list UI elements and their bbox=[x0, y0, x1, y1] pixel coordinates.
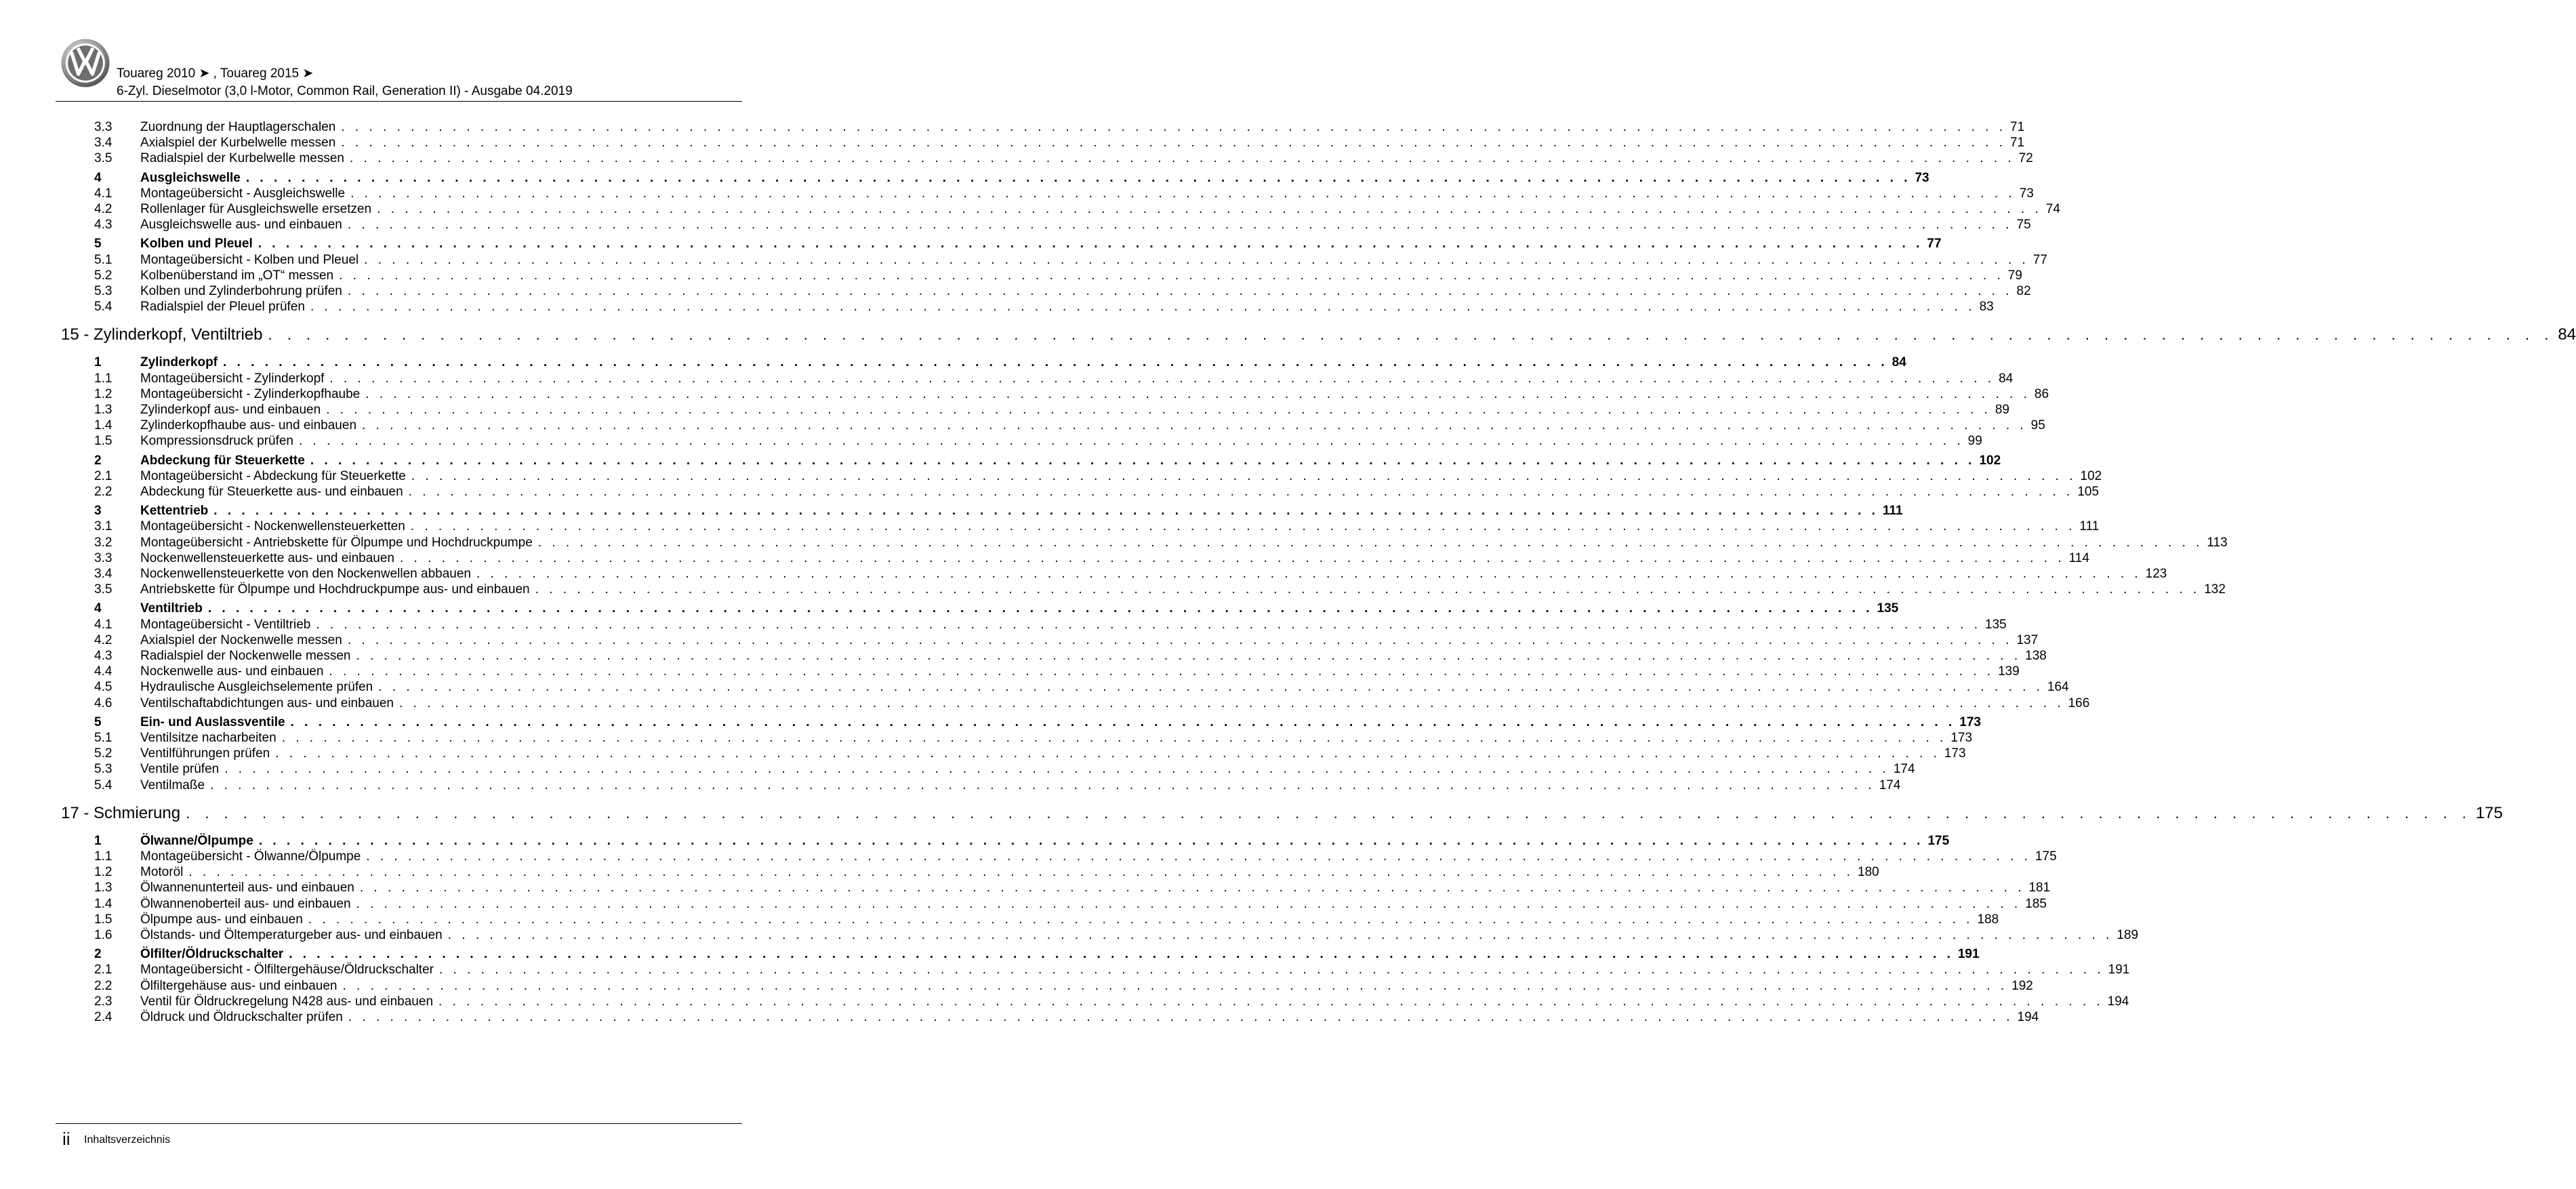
toc-entry-title: Montageübersicht - Ölfiltergehäuse/Öldruckschalter bbox=[140, 963, 439, 978]
toc-entry-title: Montageübersicht - Ölwanne/Ölpumpe bbox=[140, 849, 366, 864]
toc-entry-row[interactable] bbox=[94, 268, 2022, 283]
toc-entry-number: 1.2 bbox=[94, 386, 113, 401]
toc-entry-number: 2.4 bbox=[94, 1010, 113, 1024]
toc-entry-title: Axialspiel der Nockenwelle messen bbox=[140, 633, 348, 648]
toc-section-row[interactable] bbox=[94, 714, 1981, 730]
toc-leader-dots: . . . . . . . . . . . . . . . . . . . . . . . . . . . . . . . . . . . . . . . . . . . . . . . . . . . . . . . . . . . . . . . . . . . . . . . . . . . . . . . . . . . . . . . . . . . . . . . . . . . . . . . . . . . . . . . . . . . . . . . . bbox=[359, 881, 2025, 895]
toc-entry-title: Ventilmaße bbox=[140, 778, 210, 793]
toc-entry-page: 77 bbox=[1923, 237, 1941, 251]
toc-leader-dots: . . . . . . . . . . . . . . . . . . . . . . . . . . . . . . . . . . . . . . . . . . . . . . . . . . . . . . . . . . . . . . . . . . . . . . . . . . . . . . . . . . . . . . . . . . . . . . . . . . . . . . . . . . . . . . . . . . . . . . . . bbox=[213, 504, 1879, 519]
vw-logo-icon bbox=[60, 38, 110, 88]
toc-entry-number: 3.5 bbox=[94, 582, 113, 597]
toc-entry-number: 4.2 bbox=[94, 202, 113, 216]
toc-entry-page: 175 bbox=[1923, 834, 1949, 849]
toc-leader-dots: . . . . . . . . . . . . . . . . . . . . . . . . . . . . . . . . . . . . . . . . . . . . . . . . . . . . . . . . . . . . . . . . . . . . . . . . . . . . . . . . . . . . . . . . . . . . . . . . . . . . . . . . . . . . . . . . . . . . . . . . bbox=[408, 485, 2074, 499]
toc-entry-page: 73 bbox=[2016, 186, 2034, 201]
toc-leader-dots: . . . . . . . . . . . . . . . . . . . . . . . . . . . . . . . . . . . . . . . . . . . . . . . . . . . . . . . . . . . . . . . . . . . . . . . . . . . . . . . . . . . . . . . . . . . . . . . . . . . . . . . . . . . . . . . . . . . . . . . . bbox=[476, 567, 2142, 581]
toc-entry-row[interactable] bbox=[94, 849, 2057, 864]
toc-entry-number: 2.1 bbox=[94, 468, 113, 483]
toc-leader-dots: . . . . . . . . . . . . . . . . . . . . . . . . . . . . . . . . . . . . . . . . . . . . . . . . . . . . . . . . . . . . . . . . . . . . . . . . . . . . . . . . . . . . . . . . . . . . . . . . . . . . . . . . . . . . . . . . . . . . . . . . bbox=[537, 535, 2203, 550]
toc-entry-number: 4.3 bbox=[94, 649, 113, 663]
toc-entry-page: 191 bbox=[2104, 963, 2130, 978]
toc-leader-dots: . . . . . . . . . . . . . . . . . . . . . . . . . . . . . . . . . . . . . . . . . . . . . . . . . . . . . . . . . . . . . . . . . . . . . . . . . . . . . . . . . . . . . . . . . . . . . . . . . . . . . . . . . . . . . . . . . . . . . . . . bbox=[410, 519, 2076, 534]
toc-entry-number: 1.3 bbox=[94, 881, 113, 895]
toc-entry-title: Kolben und Zylinderbohrung prüfen bbox=[140, 284, 348, 299]
toc-entry-number: 4.5 bbox=[94, 680, 113, 695]
toc-section-row[interactable] bbox=[94, 504, 1903, 519]
toc-leader-dots: . . . . . . . . . . . . . . . . . . . . . . . . . . . . . . . . . . . . . . . . . . . . . . . . . . . . . . . . . . . . . . . . . . . . . . . . . . . . . . . . . . . . . . . . . . . . . . . . . . . . . . . . . . . . . . . . . . . . . . . . bbox=[341, 136, 2006, 150]
toc-entry-title: Nockenwelle aus- und einbauen bbox=[140, 664, 329, 679]
toc-leader-dots: . . . . . . . . . . . . . . . . . . . . . . . . . . . . . . . . . . . . . . . . . . . . . . . . . . . . . . . . . . . . . . . . . . . . . . . . . . . . . . . . . . . . . . . . . . . . . . . . . . . . . . . . . . . . . . . . . . . . . . . . bbox=[438, 963, 2104, 978]
toc-leader-dots: . . . . . . . . . . . . . . . . . . . . . . . . . . . . . . . . . . . . . . . . . . . . . . . . . . . . . . . . . . . . . . . . . . . . . . . . . . . . . . . . . . . . . . . . . . . . . . . . . . . . . . . . . . . . . . . . . . . . . . . . bbox=[348, 1010, 2013, 1024]
toc-entry-page: 123 bbox=[2142, 567, 2167, 582]
toc-entry-row[interactable] bbox=[94, 434, 1982, 449]
toc-entry-number: 1.5 bbox=[94, 434, 113, 449]
toc-entry-page: 84 bbox=[1995, 371, 2013, 386]
toc-entry-number: 2.1 bbox=[94, 963, 113, 978]
toc-entry-row[interactable] bbox=[94, 664, 2020, 679]
toc-entry-row[interactable] bbox=[94, 649, 2047, 664]
toc-entry-page: 191 bbox=[1954, 947, 1980, 962]
toc-entry-title: Montageübersicht - Nockenwellensteuerketten bbox=[140, 519, 411, 534]
toc-entry-row[interactable] bbox=[94, 632, 2039, 648]
toc-entry-row[interactable] bbox=[94, 912, 1999, 927]
toc-entry-title: Ausgleichswelle aus- und einbauen bbox=[140, 218, 348, 233]
toc-entry-title: Nockenwellensteuerkette aus- und einbauen bbox=[140, 551, 400, 566]
toc-entry-title: Rollenlager für Ausgleichswelle ersetzen bbox=[140, 202, 377, 217]
toc-entry-row[interactable] bbox=[94, 994, 2129, 1009]
toc-section-row[interactable] bbox=[94, 947, 1980, 962]
toc-leader-dots: . . . . . . . . . . . . . . . . . . . . . . . . . . . . . . . . . . . . . . . . . . . . . . . . . . . . . . . . . . . . . . . . . . . . . . . . . . . . . . . . . . . . . . . . . . . . . . . . . . . . . . . . . . . . . . . . . . . . . . . . bbox=[378, 680, 2043, 695]
toc-section-row[interactable] bbox=[94, 237, 1942, 251]
toc-entry-title: Radialspiel der Kurbelwelle messen bbox=[140, 151, 350, 166]
toc-entry-row[interactable] bbox=[94, 252, 2047, 268]
toc-leader-dots: . . . . . . . . . . . . . . . . . . . . . . . . . . . . . . . . . . . . . . . . . . . . . . . . . . . . . . . . . . . . . . . . . . . . . . . . . . . . . . . . . . . . . . . . . . . . . . . . . . . . . . . . . . . . . . . . . . . . . . . . bbox=[356, 649, 2022, 663]
toc-section-row[interactable] bbox=[94, 170, 1929, 186]
toc-entry-number: 4.1 bbox=[94, 617, 113, 632]
toc-entry-title: Ölwannenunterteil aus- und einbauen bbox=[140, 881, 360, 895]
toc-leader-dots: . . . . . . . . . . . . . . . . . . . . . . . . . . . . . . . . . . . . . . . . . . . . . . . . . . . . . . . . . . . . . . . . . . . . . . . . . . . . . . . . . . . . . . . . . . . . . . . . . . . . . . . . . . . . . . . . . . . . . . . . bbox=[310, 453, 1976, 468]
toc-entry-number: 5.1 bbox=[94, 252, 113, 267]
toc-leader-dots: . . . . . . . . . . . . . . . . . . . . . . . . . . . . . . . . . . . . . . . . . . . . . . . . . . . . . . . . . . . . . . . . . . . . . . . . . . . . . . . . . . . . . . . . . . . . . . . . . . . . . . . . . . . . . . . . . . . . . . . . bbox=[258, 237, 1923, 251]
toc-entry-page: 105 bbox=[2073, 485, 2099, 500]
toc-entry-number: 2.2 bbox=[94, 978, 113, 993]
toc-entry-title: Montageübersicht - Ausgleichswelle bbox=[140, 186, 350, 201]
toc-entry-row[interactable] bbox=[94, 762, 1915, 777]
toc-entry-title: Kompressionsdruck prüfen bbox=[140, 434, 299, 449]
toc-entry-row[interactable] bbox=[94, 120, 2025, 135]
toc-entry-number: 1.6 bbox=[94, 928, 113, 942]
toc-entry-page: 82 bbox=[2013, 284, 2031, 299]
toc-leader-dots: . . . . . . . . . . . . . . . . . . . . . . . . . . . . . . . . . . . . . . . . . . . . . . . . . . . . . . . . . . . . . . . . . . . . . . . . . . . . . . . . . . . . . . . . . . . . . . . . . . . . . . . . . . . . . . . . . . . . . . . . bbox=[356, 896, 2022, 911]
toc-entry-title: Ölstands- und Öltemperaturgeber aus- und einbauen bbox=[140, 928, 448, 943]
toc-entry-title: Zylinderkopf aus- und einbauen bbox=[140, 403, 326, 418]
toc-leader-dots: . . . . . . . . . . . . . . . . . . . . . . . . . . . . . . . . . . . . . . . . . . . . . . . . . . . . . . . . . . . . . . . . . . . . . . . . . . . . . . . . . . . . . . . . . . . . . . . . . . . . . . . . . . . . . . . . . . . . . . . . bbox=[268, 326, 2554, 344]
toc-entry-row[interactable] bbox=[94, 567, 2167, 582]
toc-leader-dots: . . . . . . . . . . . . . . . . . . . . . . . . . . . . . . . . . . . . . . . . . . . . . . . . . . . . . . . . . . . . . . . . . . . . . . . . . . . . . . . . . . . . . . . . . . . . . . . . . . . . . . . . . . . . . . . . . . . . . . . . bbox=[399, 550, 2065, 565]
footer-label: Inhaltsverzeichnis bbox=[84, 1134, 171, 1146]
toc-leader-dots: . . . . . . . . . . . . . . . . . . . . . . . . . . . . . . . . . . . . . . . . . . . . . . . . . . . . . . . . . . . . . . . . . . . . . . . . . . . . . . . . . . . . . . . . . . . . . . . . . . . . . . . . . . . . . . . . . . . . . . . . bbox=[258, 833, 1924, 848]
toc-leader-dots: . . . . . . . . . . . . . . . . . . . . . . . . . . . . . . . . . . . . . . . . . . . . . . . . . . . . . . . . . . . . . . . . . . . . . . . . . . . . . . . . . . . . . . . . . . . . . . . . . . . . . . . . . . . . . . . . . . . . . . . . bbox=[326, 403, 1991, 417]
toc-leader-dots: . . . . . . . . . . . . . . . . . . . . . . . . . . . . . . . . . . . . . . . . . . . . . . . . . . . . . . . . . . . . . . . . . . . . . . . . . . . . . . . . . . . . . . . . . . . . . . . . . . . . . . . . . . . . . . . . . . . . . . . . bbox=[223, 355, 1888, 370]
toc-leader-dots: . . . . . . . . . . . . . . . . . . . . . . . . . . . . . . . . . . . . . . . . . . . . . . . . . . . . . . . . . . . . . . . . . . . . . . . . . . . . . . . . . . . . . . . . . . . . . . . . . . . . . . . . . . . . . . . . . . . . . . . . bbox=[365, 386, 2030, 401]
toc-leader-dots: . . . . . . . . . . . . . . . . . . . . . . . . . . . . . . . . . . . . . . . . . . . . . . . . . . . . . . . . . . . . . . . . . . . . . . . . . . . . . . . . . . . . . . . . . . . . . . . . . . . . . . . . . . . . . . . . . . . . . . . . bbox=[398, 696, 2064, 710]
toc-entry-page: 77 bbox=[2029, 253, 2047, 268]
toc-leader-dots: . . . . . . . . . . . . . . . . . . . . . . . . . . . . . . . . . . . . . . . . . . . . . . . . . . . . . . . . . . . . . . . . . . . . . . . . . . . . . . . . . . . . . . . . . . . . . . . . . . . . . . . . . . . . . . . . . . . . . . . . bbox=[316, 617, 1982, 632]
toc-entry-page: 89 bbox=[1991, 403, 2009, 418]
toc-entry-number: 3.4 bbox=[94, 567, 113, 581]
toc-entry-number: 4.4 bbox=[94, 664, 113, 679]
toc-leader-dots: . . . . . . . . . . . . . . . . . . . . . . . . . . . . . . . . . . . . . . . . . . . . . . . . . . . . . . . . . . . . . . . . . . . . . . . . . . . . . . . . . . . . . . . . . . . . . . . . . . . . . . . . . . . . . . . . . . . . . . . . bbox=[308, 912, 1974, 927]
toc-entry-row[interactable] bbox=[94, 485, 2100, 500]
toc-entry-number: 5.1 bbox=[94, 731, 113, 745]
toc-entry-title: Montageübersicht - Kolben und Pleuel bbox=[140, 253, 364, 268]
toc-entry-page: 71 bbox=[2006, 120, 2024, 135]
toc-entry-row[interactable] bbox=[94, 300, 1994, 315]
toc-entry-row[interactable] bbox=[94, 746, 1966, 761]
toc-entry-page: 74 bbox=[2042, 202, 2060, 217]
toc-entry-page: 79 bbox=[2004, 268, 2022, 283]
toc-entry-number: 1.1 bbox=[94, 371, 113, 386]
toc-entry-title: Radialspiel der Pleuel prüfen bbox=[140, 300, 310, 315]
toc-entry-number: 3.2 bbox=[94, 535, 113, 550]
toc-leader-dots: . . . . . . . . . . . . . . . . . . . . . . . . . . . . . . . . . . . . . . . . . . . . . . . . . . . . . . . . . . . . . . . . . . . . . . . . . . . . . . . . . . . . . . . . . . . . . . . . . . . . . . . . . . . . . . . . . . . . . . . . bbox=[281, 731, 1947, 745]
toc-entry-number: 1.2 bbox=[94, 865, 113, 880]
toc-entry-number: 5.3 bbox=[94, 762, 113, 777]
toc-entry-number: 3.3 bbox=[94, 550, 113, 565]
toc-entry-page: 113 bbox=[2203, 536, 2227, 550]
toc-entry-page: 86 bbox=[2030, 387, 2049, 402]
toc-leader-dots: . . . . . . . . . . . . . . . . . . . . . . . . . . . . . . . . . . . . . . . . . . . . . . . . . . . . . . . . . . . . . . . . . . . . . . . . . . . . . . . . . . . . . . . . . . . . . . . . . . . . . . . . . . . . . . . . . . . . . . . . bbox=[289, 947, 1954, 962]
toc-entry-title: Kolben und Pleuel bbox=[140, 237, 258, 251]
toc-entry-title: Ausgleichswelle bbox=[140, 171, 246, 186]
toc-entry-page: 84 bbox=[2554, 325, 2576, 345]
toc-leader-dots: . . . . . . . . . . . . . . . . . . . . . . . . . . . . . . . . . . . . . . . . . . . . . . . . . . . . . . . . . . . . . . . . . . . . . . . . . . . . . . . . . . . . . . . . . . . . . . . . . . . . . . . . . . . . . . . . . . . . . . . . bbox=[438, 994, 2104, 1009]
toc-entry-page: 173 bbox=[1946, 731, 1972, 746]
toc-entry-title: Montageübersicht - Ventiltrieb bbox=[140, 618, 316, 632]
toc-entry-title: Ölfiltergehäuse aus- und einbauen bbox=[140, 979, 342, 994]
footer-page-number: ii bbox=[62, 1129, 70, 1149]
toc-entry-title: Montageübersicht - Zylinderkopfhaube bbox=[140, 387, 365, 402]
toc-entry-page: 175 bbox=[2031, 849, 2057, 864]
toc-leader-dots: . . . . . . . . . . . . . . . . . . . . . . . . . . . . . . . . . . . . . . . . . . . . . . . . . . . . . . . . . . . . . . . . . . . . . . . . . . . . . . . . . . . . . . . . . . . . . . . . . . . . . . . . . . . . . . . . . . . . . . . . bbox=[535, 582, 2201, 597]
toc-entry-number: 5 bbox=[94, 714, 102, 729]
toc-entry-page: 164 bbox=[2043, 680, 2069, 695]
toc-leader-dots: . . . . . . . . . . . . . . . . . . . . . . . . . . . . . . . . . . . . . . . . . . . . . . . . . . . . . . . . . . . . . . . . . . . . . . . . . . . . . . . . . . . . . . . . . . . . . . . . . . . . . . . . . . . . . . . . . . . . . . . . bbox=[329, 371, 1995, 386]
toc-leader-dots: . . . . . . . . . . . . . . . . . . . . . . . . . . . . . . . . . . . . . . . . . . . . . . . . . . . . . . . . . . . . . . . . . . . . . . . . . . . . . . . . . . . . . . . . . . . . . . . . . . . . . . . . . . . . . . . . . . . . . . . . bbox=[411, 468, 2077, 483]
toc-entry-row[interactable] bbox=[94, 778, 1901, 793]
toc-section-row[interactable] bbox=[94, 601, 1899, 616]
toc-leader-dots: . . . . . . . . . . . . . . . . . . . . . . . . . . . . . . . . . . . . . . . . . . . . . . . . . . . . . . . . . . . . . . . . . . . . . . . . . . . . . . . . . . . . . . . . . . . . . . . . . . . . . . . . . . . . . . . . . . . . . . . . bbox=[207, 601, 1873, 616]
toc-entry-number: 4 bbox=[94, 170, 102, 185]
toc-entry-row[interactable] bbox=[94, 680, 2069, 695]
toc-entry-title: Motoröl bbox=[140, 865, 188, 880]
toc-entry-title: Öldruck und Öldruckschalter prüfen bbox=[140, 1010, 348, 1025]
toc-entry-title: Ventilsitze nacharbeiten bbox=[140, 731, 282, 746]
toc-entry-row[interactable] bbox=[94, 218, 2031, 233]
toc-entry-title: Ölpumpe aus- und einbauen bbox=[140, 912, 308, 927]
toc-entry-page: 180 bbox=[1854, 865, 1879, 880]
toc-leader-dots: . . . . . . . . . . . . . . . . . . . . . . . . . . . . . . . . . . . . . . . . . . . . . . . . . . . . . . . . . . . . . . . . . . . . . . . . . . . . . . . . . . . . . . . . . . . . . . . . . . . . . . . . . . . . . . . . . . . . . . . . bbox=[347, 218, 2013, 233]
toc-chapter-row[interactable] bbox=[61, 803, 2503, 824]
toc-entry-number: 4.3 bbox=[94, 218, 113, 233]
toc-entry-number: 5.2 bbox=[94, 268, 113, 283]
toc-entry-title: Kolbenüberstand im „OT“ messen bbox=[140, 268, 339, 283]
toc-entry-row[interactable] bbox=[94, 284, 2031, 299]
toc-entry-number: 2.3 bbox=[94, 994, 113, 1009]
toc-entry-page: 114 bbox=[2065, 551, 2089, 566]
toc-leader-dots: . . . . . . . . . . . . . . . . . . . . . . . . . . . . . . . . . . . . . . . . . . . . . . . . . . . . . . . . . . . . . . . . . . . . . . . . . . . . . . . . . . . . . . . . . . . . . . . . . . . . . . . . . . . . . . . . . . . . . . . . bbox=[299, 434, 1964, 449]
toc-entry-number: 5.2 bbox=[94, 746, 113, 761]
toc-leader-dots: . . . . . . . . . . . . . . . . . . . . . . . . . . . . . . . . . . . . . . . . . . . . . . . . . . . . . . . . . . . . . . . . . . . . . . . . . . . . . . . . . . . . . . . . . . . . . . . . . . . . . . . . . . . . . . . . . . . . . . . . bbox=[342, 978, 2008, 993]
toc-entry-row[interactable] bbox=[94, 371, 2013, 386]
toc-entry-page: 102 bbox=[2077, 469, 2102, 484]
toc-entry-number: 1.3 bbox=[94, 403, 113, 417]
toc-entry-title: Zuordnung der Hauptlagerschalen bbox=[140, 120, 341, 135]
toc-entry-page: 192 bbox=[2007, 979, 2033, 994]
toc-section-row[interactable] bbox=[94, 355, 1906, 370]
toc-entry-page: 194 bbox=[2104, 994, 2129, 1009]
toc-entry-title: Ölwannenoberteil aus- und einbauen bbox=[140, 897, 356, 912]
toc-entry-page: 75 bbox=[2013, 218, 2031, 233]
toc-entry-title: Antriebskette für Ölpumpe und Hochdruckpumpe aus- und einbauen bbox=[140, 582, 535, 597]
toc-entry-row[interactable] bbox=[94, 186, 2034, 201]
toc-entry-page: 95 bbox=[2027, 418, 2045, 433]
toc-entry-number: 2.2 bbox=[94, 485, 113, 499]
toc-entry-number: 1.4 bbox=[94, 896, 113, 911]
toc-entry-title: Montageübersicht - Abdeckung für Steuerkette bbox=[140, 469, 411, 484]
toc-entry-number: 1.5 bbox=[94, 912, 113, 927]
toc-entry-number: 1.1 bbox=[94, 849, 113, 864]
toc-entry-number: 3 bbox=[94, 504, 102, 519]
toc-leader-dots: . . . . . . . . . . . . . . . . . . . . . . . . . . . . . . . . . . . . . . . . . . . . . . . . . . . . . . . . . . . . . . . . . . . . . . . . . . . . . . . . . . . . . . . . . . . . . . . . . . . . . . . . . . . . . . . . . . . . . . . . bbox=[362, 418, 2027, 433]
toc-leader-dots: . . . . . . . . . . . . . . . . . . . . . . . . . . . . . . . . . . . . . . . . . . . . . . . . . . . . . . . . . . . . . . . . . . . . . . . . . . . . . . . . . . . . . . . . . . . . . . . . . . . . . . . . . . . . . . . . . . . . . . . . bbox=[339, 268, 2004, 283]
toc-entry-number: 1 bbox=[94, 355, 102, 370]
toc-entry-row[interactable] bbox=[94, 865, 1879, 880]
toc-entry-page: 135 bbox=[1981, 618, 2007, 632]
toc-entry-row[interactable] bbox=[94, 928, 2139, 943]
toc-entry-page: 189 bbox=[2112, 928, 2138, 943]
toc-entry-page: 71 bbox=[2006, 136, 2024, 150]
toc-entry-title: Ventilschaftabdichtungen aus- und einbauen bbox=[140, 696, 399, 711]
toc-leader-dots: . . . . . . . . . . . . . . . . . . . . . . . . . . . . . . . . . . . . . . . . . . . . . . . . . . . . . . . . . . . . . . . . . . . . . . . . . . . . . . . . . . . . . . . . . . . . . . . . . . . . . . . . . . . . . . . . . . . . . . . . bbox=[447, 928, 2113, 942]
toc-entry-number: 5.4 bbox=[94, 300, 113, 315]
toc-entry-row[interactable] bbox=[94, 550, 2089, 566]
toc-entry-page: 111 bbox=[1879, 504, 1903, 519]
toc-entry-page: 132 bbox=[2200, 582, 2226, 597]
footer-divider bbox=[56, 1123, 742, 1124]
toc-entry-row[interactable] bbox=[94, 418, 2045, 433]
toc-entry-page: 135 bbox=[1873, 601, 1899, 616]
toc-entry-number: 4.6 bbox=[94, 696, 113, 710]
toc-leader-dots: . . . . . . . . . . . . . . . . . . . . . . . . . . . . . . . . . . . . . . . . . . . . . . . . . . . . . . . . . . . . . . . . . . . . . . . . . . . . . . . . . . . . . . . . . . . . . . . . . . . . . . . . . . . . . . . . . . . . . . . . bbox=[341, 120, 2006, 134]
toc-entry-page: 185 bbox=[2021, 897, 2047, 912]
toc-entry-page: 102 bbox=[1975, 454, 2001, 468]
toc-entry-row[interactable] bbox=[94, 963, 2130, 978]
toc-entry-title: Kettentrieb bbox=[140, 504, 213, 519]
toc-entry-number: 2 bbox=[94, 947, 102, 962]
toc-entry-row[interactable] bbox=[94, 896, 2047, 912]
toc-entry-page: 73 bbox=[1910, 171, 1929, 186]
toc-entry-page: 139 bbox=[1994, 664, 2020, 679]
toc-leader-dots: . . . . . . . . . . . . . . . . . . . . . . . . . . . . . . . . . . . . . . . . . . . . . . . . . . . . . . . . . . . . . . . . . . . . . . . . . . . . . . . . . . . . . . . . . . . . . . . . . . . . . . . . . . . . . . . . . . . . . . . . bbox=[350, 151, 2015, 166]
toc-entry-row[interactable] bbox=[94, 386, 2049, 402]
toc-leader-dots: . . . . . . . . . . . . . . . . . . . . . . . . . . . . . . . . . . . . . . . . . . . . . . . . . . . . . . . . . . . . . . . . . . . . . . . . . . . . . . . . . . . . . . . . . . . . . . . . . . . . . . . . . . . . . . . . . . . . . . . . bbox=[188, 865, 1854, 880]
toc-leader-dots: . . . . . . . . . . . . . . . . . . . . . . . . . . . . . . . . . . . . . . . . . . . . . . . . . . . . . . . . . . . . . . . . . . . . . . . . . . . . . . . . . . . . . . . . . . . . . . . . . . . . . . . . . . . . . . . . . . . . . . . . bbox=[224, 762, 1889, 777]
toc-entry-row[interactable] bbox=[94, 731, 1973, 746]
toc-entry-row[interactable] bbox=[94, 202, 2060, 217]
toc-entry-title: Ventilführungen prüfen bbox=[140, 746, 275, 761]
toc-entry-number: 3.1 bbox=[94, 519, 113, 534]
toc-entry-page: 99 bbox=[1964, 434, 1982, 449]
toc-entry-title: 15 - Zylinderkopf, Ventiltrieb bbox=[61, 325, 268, 345]
toc-entry-row[interactable] bbox=[94, 617, 2007, 632]
toc-entry-row[interactable] bbox=[94, 1010, 2039, 1025]
toc-entry-title: Montageübersicht - Antriebskette für Ölpumpe und Hochdruckpumpe bbox=[140, 536, 538, 550]
toc-entry-page: 173 bbox=[1955, 715, 1981, 730]
toc-entry-number: 2 bbox=[94, 453, 102, 468]
toc-entry-title: Abdeckung für Steuerkette bbox=[140, 454, 310, 468]
toc-entry-row[interactable] bbox=[94, 696, 2090, 711]
toc-entry-row[interactable] bbox=[94, 151, 2033, 166]
toc-entry-title: Abdeckung für Steuerkette aus- und einbauen bbox=[140, 485, 409, 500]
toc-entry-row[interactable] bbox=[94, 881, 2051, 895]
toc-leader-dots: . . . . . . . . . . . . . . . . . . . . . . . . . . . . . . . . . . . . . . . . . . . . . . . . . . . . . . . . . . . . . . . . . . . . . . . . . . . . . . . . . . . . . . . . . . . . . . . . . . . . . . . . . . . . . . . . . . . . . . . . bbox=[186, 804, 2472, 822]
toc-entry-number: 3.3 bbox=[94, 120, 113, 134]
toc-chapter-row[interactable] bbox=[61, 325, 2576, 345]
toc-leader-dots: . . . . . . . . . . . . . . . . . . . . . . . . . . . . . . . . . . . . . . . . . . . . . . . . . . . . . . . . . . . . . . . . . . . . . . . . . . . . . . . . . . . . . . . . . . . . . . . . . . . . . . . . . . . . . . . . . . . . . . . . bbox=[210, 778, 1875, 792]
toc-leader-dots: . . . . . . . . . . . . . . . . . . . . . . . . . . . . . . . . . . . . . . . . . . . . . . . . . . . . . . . . . . . . . . . . . . . . . . . . . . . . . . . . . . . . . . . . . . . . . . . . . . . . . . . . . . . . . . . . . . . . . . . . bbox=[350, 186, 2016, 201]
toc-entry-title: Ölfilter/Öldruckschalter bbox=[140, 947, 289, 962]
toc-entry-title: Hydraulische Ausgleichselemente prüfen bbox=[140, 680, 378, 695]
toc-entry-title: Zylinderkopf bbox=[140, 355, 223, 370]
toc-entry-title: Ölwanne/Ölpumpe bbox=[140, 834, 259, 849]
toc-section-row[interactable] bbox=[94, 833, 1950, 849]
toc-entry-number: 1 bbox=[94, 833, 102, 848]
toc-leader-dots: . . . . . . . . . . . . . . . . . . . . . . . . . . . . . . . . . . . . . . . . . . . . . . . . . . . . . . . . . . . . . . . . . . . . . . . . . . . . . . . . . . . . . . . . . . . . . . . . . . . . . . . . . . . . . . . . . . . . . . . . bbox=[347, 632, 2013, 647]
toc-entry-title: Ventiltrieb bbox=[140, 601, 208, 616]
toc-entry-number: 5.3 bbox=[94, 284, 113, 298]
toc-entry-number: 5 bbox=[94, 237, 102, 251]
toc-entry-number: 4 bbox=[94, 601, 102, 616]
toc-leader-dots: . . . . . . . . . . . . . . . . . . . . . . . . . . . . . . . . . . . . . . . . . . . . . . . . . . . . . . . . . . . . . . . . . . . . . . . . . . . . . . . . . . . . . . . . . . . . . . . . . . . . . . . . . . . . . . . . . . . . . . . . bbox=[364, 252, 2029, 267]
toc-entry-page: 111 bbox=[2075, 519, 2099, 534]
toc-leader-dots: . . . . . . . . . . . . . . . . . . . . . . . . . . . . . . . . . . . . . . . . . . . . . . . . . . . . . . . . . . . . . . . . . . . . . . . . . . . . . . . . . . . . . . . . . . . . . . . . . . . . . . . . . . . . . . . . . . . . . . . . bbox=[245, 170, 1911, 185]
toc-entry-title: Radialspiel der Nockenwelle messen bbox=[140, 649, 356, 664]
header-divider bbox=[56, 101, 742, 102]
toc-entry-number: 1.4 bbox=[94, 418, 113, 433]
toc-entry-page: 84 bbox=[1888, 355, 1906, 370]
toc-entry-page: 174 bbox=[1889, 762, 1915, 777]
toc-entry-row[interactable] bbox=[94, 535, 2228, 550]
toc-entry-page: 137 bbox=[2012, 633, 2038, 648]
toc-leader-dots: . . . . . . . . . . . . . . . . . . . . . . . . . . . . . . . . . . . . . . . . . . . . . . . . . . . . . . . . . . . . . . . . . . . . . . . . . . . . . . . . . . . . . . . . . . . . . . . . . . . . . . . . . . . . . . . . . . . . . . . . bbox=[310, 300, 1976, 315]
toc-entry-title: Zylinderkopfhaube aus- und einbauen bbox=[140, 418, 362, 433]
toc-entry-page: 174 bbox=[1875, 778, 1901, 793]
toc-entry-number: 4.2 bbox=[94, 632, 113, 647]
toc-entry-title: 17 - Schmierung bbox=[61, 803, 186, 824]
toc-entry-title: Montageübersicht - Zylinderkopf bbox=[140, 371, 329, 386]
toc-entry-page: 188 bbox=[1973, 912, 1999, 927]
toc-entry-page: 83 bbox=[1976, 300, 1994, 315]
toc-entry-title: Ventile prüfen bbox=[140, 762, 224, 777]
toc-leader-dots: . . . . . . . . . . . . . . . . . . . . . . . . . . . . . . . . . . . . . . . . . . . . . . . . . . . . . . . . . . . . . . . . . . . . . . . . . . . . . . . . . . . . . . . . . . . . . . . . . . . . . . . . . . . . . . . . . . . . . . . . bbox=[377, 202, 2042, 216]
toc-entry-title: Axialspiel der Kurbelwelle messen bbox=[140, 136, 341, 150]
toc-leader-dots: . . . . . . . . . . . . . . . . . . . . . . . . . . . . . . . . . . . . . . . . . . . . . . . . . . . . . . . . . . . . . . . . . . . . . . . . . . . . . . . . . . . . . . . . . . . . . . . . . . . . . . . . . . . . . . . . . . . . . . . . bbox=[329, 664, 1995, 679]
toc-section-row[interactable] bbox=[94, 453, 2001, 468]
toc-entry-row[interactable] bbox=[94, 582, 2226, 597]
toc-entry-number: 3.4 bbox=[94, 136, 113, 150]
toc-entry-page: 166 bbox=[2064, 696, 2090, 711]
toc-entry-page: 72 bbox=[2015, 151, 2033, 166]
toc-entry-page: 181 bbox=[2024, 881, 2050, 895]
toc-leader-dots: . . . . . . . . . . . . . . . . . . . . . . . . . . . . . . . . . . . . . . . . . . . . . . . . . . . . . . . . . . . . . . . . . . . . . . . . . . . . . . . . . . . . . . . . . . . . . . . . . . . . . . . . . . . . . . . . . . . . . . . . bbox=[347, 284, 2013, 298]
toc-entry-number: 5.4 bbox=[94, 778, 113, 792]
toc-entry-page: 173 bbox=[1940, 746, 1966, 761]
header-model-line: Touareg 2010 ➤ , Touareg 2015 ➤ bbox=[117, 66, 314, 81]
toc-entry-number: 3.5 bbox=[94, 151, 113, 166]
toc-entry-row[interactable] bbox=[94, 403, 2009, 418]
toc-leader-dots: . . . . . . . . . . . . . . . . . . . . . . . . . . . . . . . . . . . . . . . . . . . . . . . . . . . . . . . . . . . . . . . . . . . . . . . . . . . . . . . . . . . . . . . . . . . . . . . . . . . . . . . . . . . . . . . . . . . . . . . . bbox=[275, 746, 1940, 761]
toc-entry-row[interactable] bbox=[94, 468, 2102, 484]
toc-leader-dots: . . . . . . . . . . . . . . . . . . . . . . . . . . . . . . . . . . . . . . . . . . . . . . . . . . . . . . . . . . . . . . . . . . . . . . . . . . . . . . . . . . . . . . . . . . . . . . . . . . . . . . . . . . . . . . . . . . . . . . . . bbox=[290, 714, 1956, 729]
toc-leader-dots: . . . . . . . . . . . . . . . . . . . . . . . . . . . . . . . . . . . . . . . . . . . . . . . . . . . . . . . . . . . . . . . . . . . . . . . . . . . . . . . . . . . . . . . . . . . . . . . . . . . . . . . . . . . . . . . . . . . . . . . . bbox=[366, 849, 2031, 864]
toc-entry-row[interactable] bbox=[94, 136, 2025, 150]
toc-entry-page: 175 bbox=[2472, 803, 2503, 824]
toc-entry-title: Ventil für Öldruckregelung N428 aus- und einbauen bbox=[140, 994, 438, 1009]
toc-entry-page: 138 bbox=[2021, 649, 2047, 664]
toc-entry-row[interactable] bbox=[94, 519, 2100, 534]
toc-entry-page: 194 bbox=[2013, 1010, 2039, 1025]
header-engine-line: 6-Zyl. Dieselmotor (3,0 l-Motor, Common Rail, Generation II) - Ausgabe 04.2019 bbox=[117, 84, 573, 98]
toc-entry-title: Ein- und Auslassventile bbox=[140, 715, 291, 730]
toc-entry-number: 4.1 bbox=[94, 186, 113, 201]
toc-entry-row[interactable] bbox=[94, 978, 2033, 994]
toc-entry-title: Nockenwellensteuerkette von den Nockenwellen abbauen bbox=[140, 567, 476, 582]
